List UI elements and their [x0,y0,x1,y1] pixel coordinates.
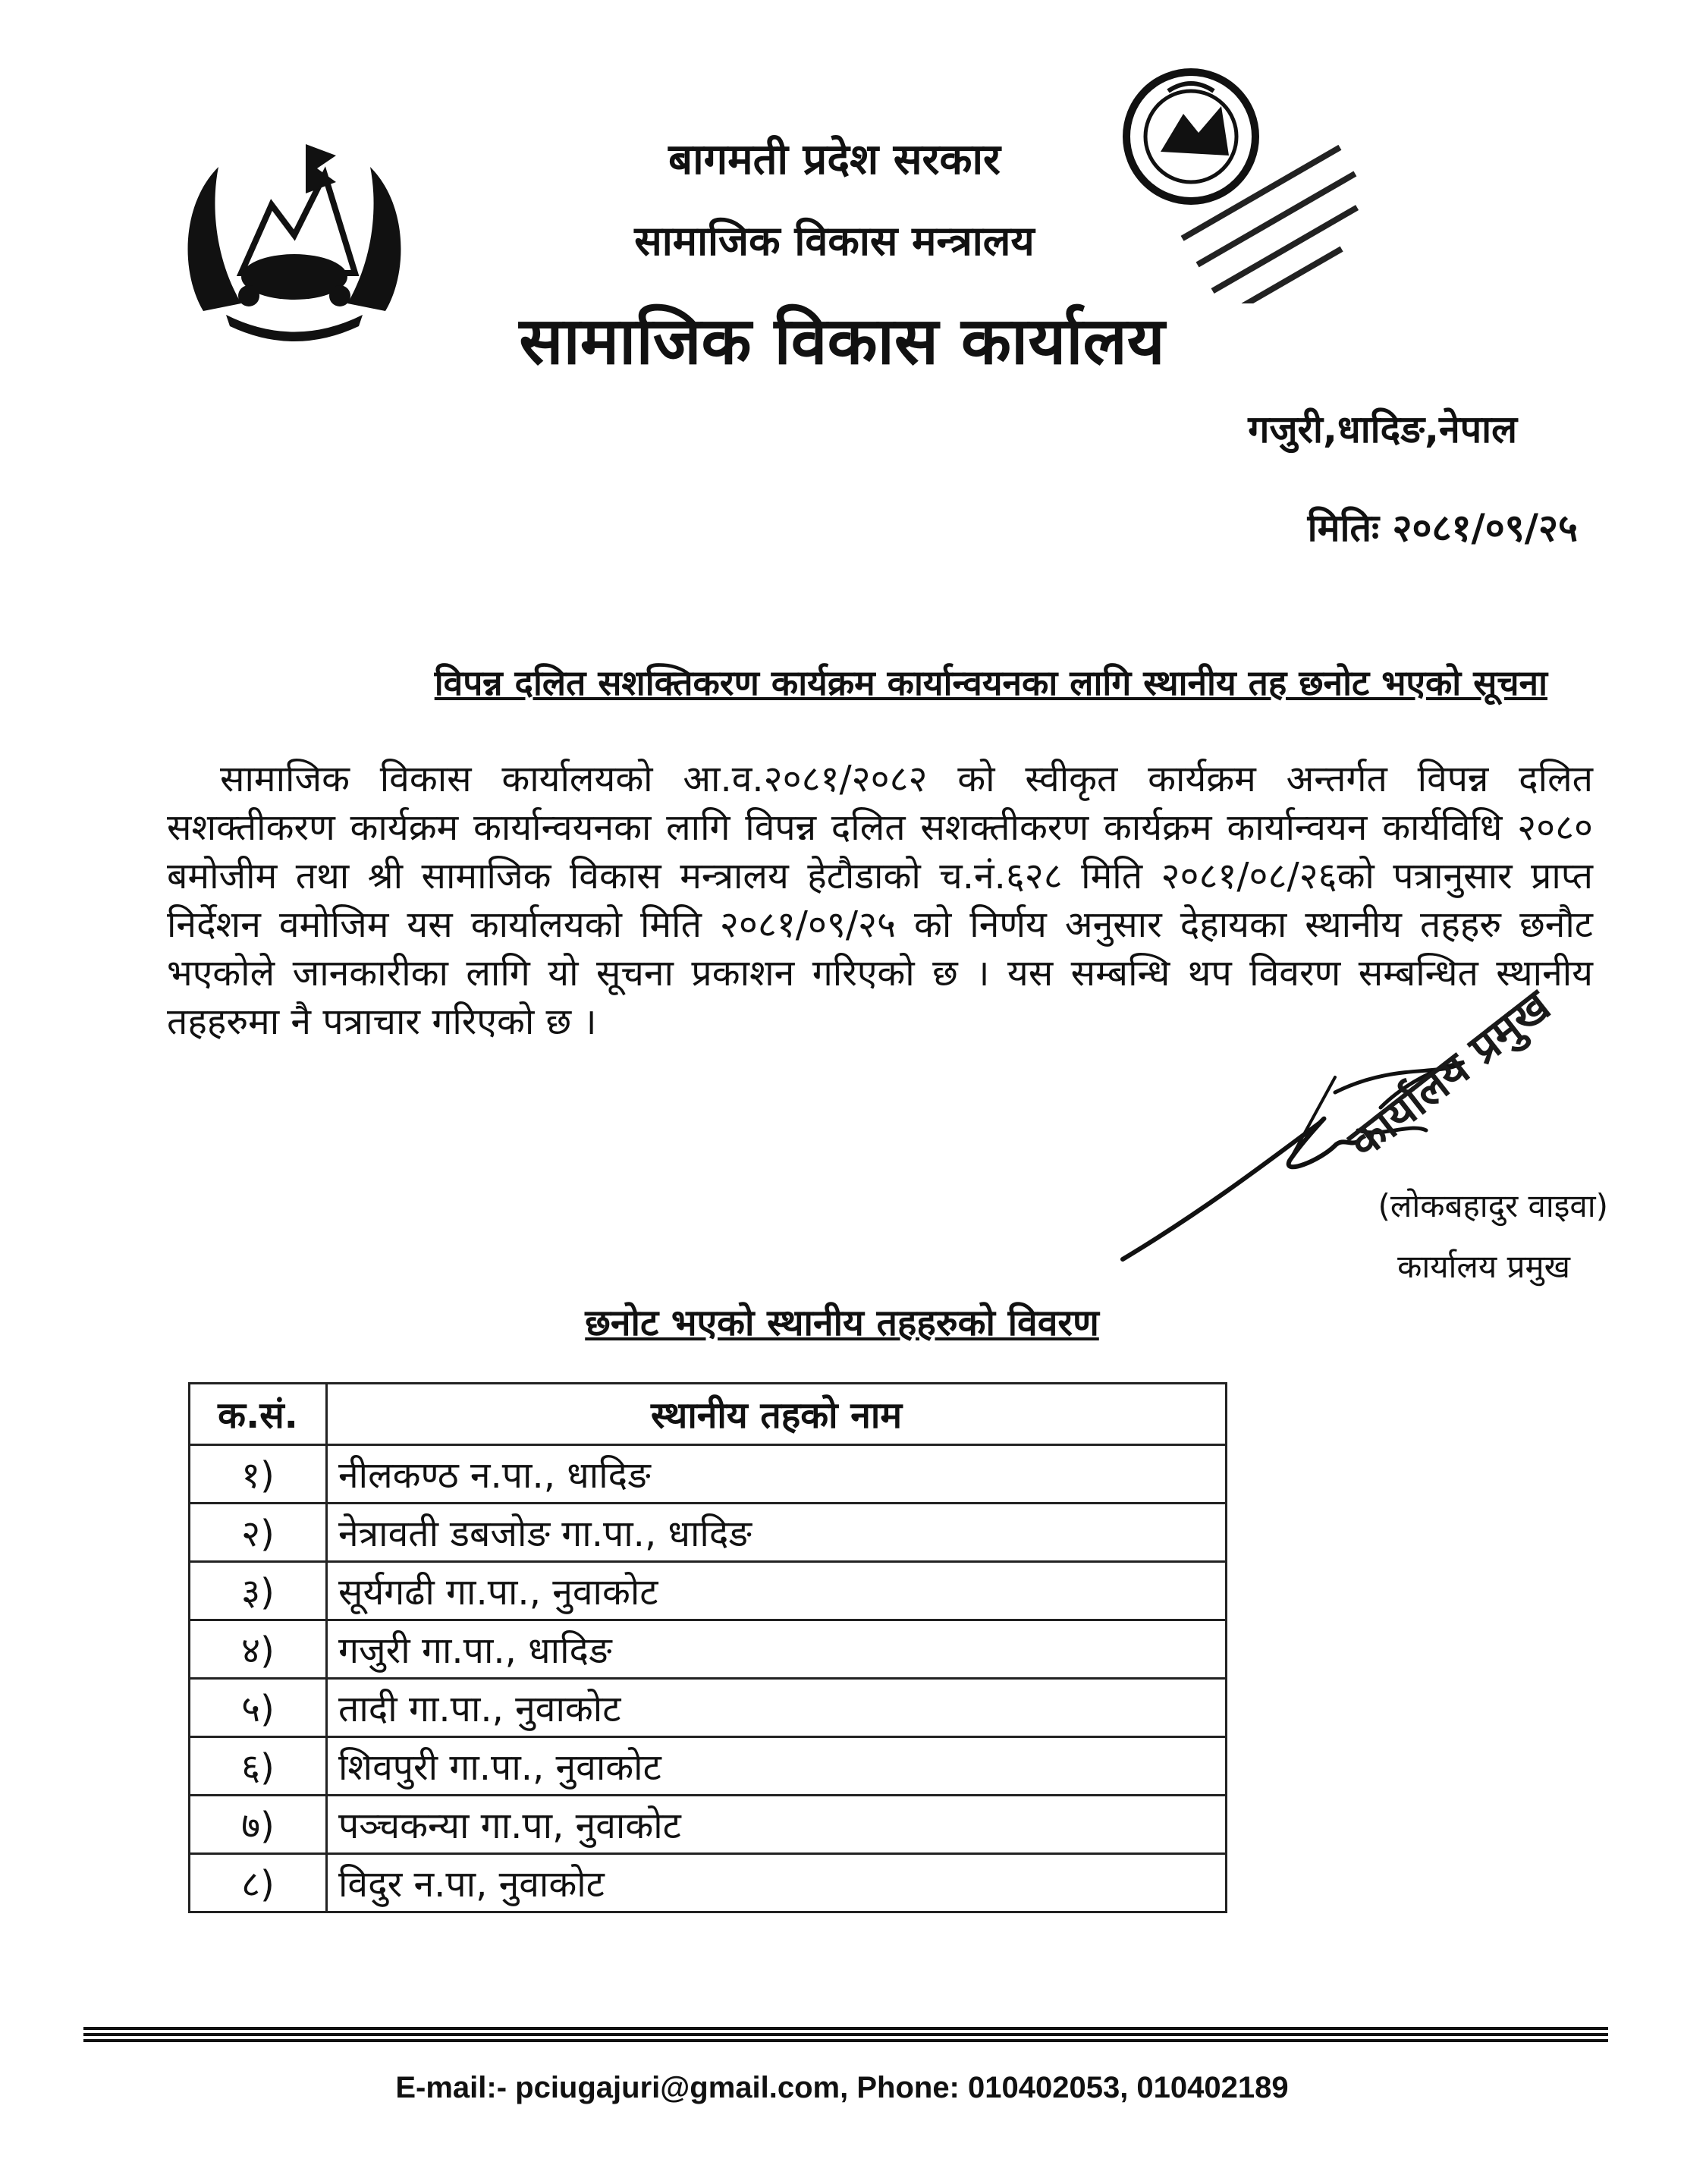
selected-local-levels-table [188,1382,1227,1913]
row-name: विदुर न.पा, नुवाकोट [327,1854,1227,1912]
row-sn: १) [190,1445,327,1504]
government-heading: बागमती प्रदेश सरकार [668,135,1001,184]
row-sn: २) [190,1504,327,1562]
row-name: गजुरी गा.पा., धादिङ [327,1620,1227,1679]
office-heading: सामाजिक विकास कार्यालय [519,303,1165,379]
office-address: गजुरी,धादिङ,नेपाल [1248,407,1517,451]
column-header-name: स्थानीय तहको नाम [327,1384,1227,1445]
row-sn: ४) [190,1620,327,1679]
row-sn: ५) [190,1679,327,1737]
notice-subject: विपन्न दलित सशक्तिकरण कार्यक्रम कार्यान्वयनका लागि स्थानीय तह छनोट भएको सूचना [434,662,1547,703]
table-header-row [190,1384,1227,1445]
footer-divider [83,2039,1608,2042]
column-header-sn: क.सं. [190,1384,327,1445]
footer-contact: E-mail:- pciugajuri@gmail.com, Phone: 010402053, 010402189 [395,2071,1289,2104]
table-row [190,1854,1227,1912]
row-name: पञ्चकन्या गा.पा, नुवाकोट [327,1796,1227,1854]
office-head-stamp: कार्यालय प्रमुख [1338,979,1560,1168]
row-sn: ७) [190,1796,327,1854]
ministry-heading: सामाजिक विकास मन्त्रालय [634,217,1035,265]
table-title: छनोट भएको स्थानीय तहहरुको विवरण [585,1302,1099,1344]
row-name: सूर्यगढी गा.पा., नुवाकोट [327,1562,1227,1620]
footer-divider [83,2027,1608,2030]
table-row [190,1679,1227,1737]
signatory-title: कार्यालय प्रमुख [1397,1248,1570,1285]
notice-date: मितिः २०८१/०९/२५ [1307,506,1578,550]
notice-body: सामाजिक विकास कार्यालयको आ.व.२०८१/२०८२ को स्वीकृत कार्यक्रम अन्तर्गत विपन्न दलित सशक्तीकरण कार्यक्रम कार्यान्वयनका लागि विपन्न दलित सशक्तीकरण कार्यक्रम कार्यान्वयन कार्यविधि २०८० बमोजीम तथा श्री सामाजिक विकास मन्त्रालय हेटौडाको च.नं.६२८ मिति २०८१/०८/२६को पत्रानुसार प्राप्त निर्देशन वमोजिम यस कार्यालयको मिति २०८१/०९/२५ को निर्णय अनुसार देहायका स्थानीय तहहरु छनौट भएकोले जानकारीका लागि यो सूचना प्रकाशन गरिएको छ । यस सम्बन्धि थप विवरण सम्बन्धित स्थानीय तहहरुमा नै पत्राचार गरिएको छ । [167,758,1593,1043]
table-row [190,1796,1227,1854]
row-name: नीलकण्ठ न.पा., धादिङ [327,1445,1227,1504]
row-sn: ८) [190,1854,327,1912]
nepal-emblem-icon [173,121,416,349]
row-sn: ३) [190,1562,327,1620]
table-row [190,1737,1227,1796]
table-row [190,1620,1227,1679]
row-name: तादी गा.पा., नुवाकोट [327,1679,1227,1737]
footer-divider [83,2033,1608,2036]
row-name: शिवपुरी गा.पा., नुवाकोट [327,1737,1227,1796]
table-row [190,1445,1227,1504]
table-row [190,1562,1227,1620]
signatory-name: (लोकबहादुर वाइवा) [1378,1187,1608,1224]
row-sn: ६) [190,1737,327,1796]
table-row [190,1504,1227,1562]
row-name: नेत्रावती डबजोङ गा.पा., धादिङ [327,1504,1227,1562]
